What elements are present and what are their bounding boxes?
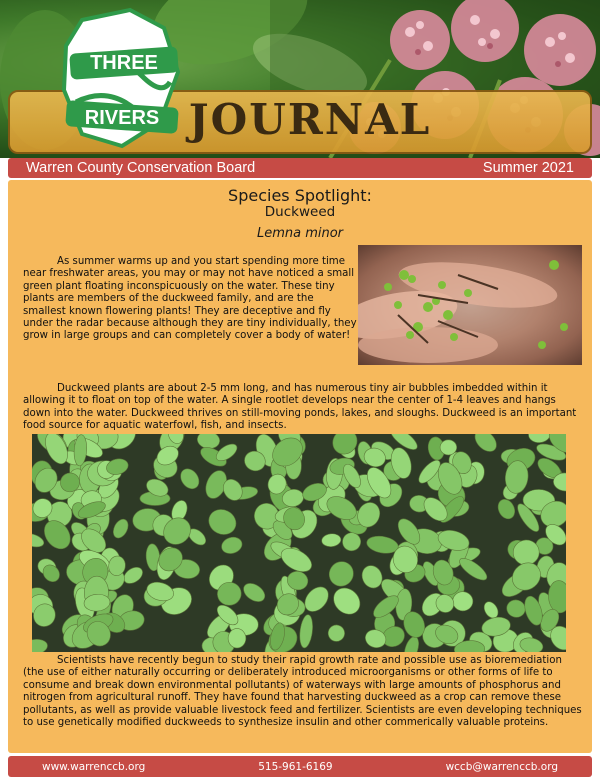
duckweed-in-hand-photo [358,245,582,365]
logo-line1: THREE [90,52,158,74]
issue-label: Summer 2021 [482,160,574,176]
section-title: Species Spotlight: [228,186,372,205]
logo-line2: RIVERS [84,107,160,129]
article-paragraph-2: Duckweed plants are about 2-5 mm long, and has numerous tiny air bubbles imbedded within it allowing it to float on top of the water. A single rootlet develops near the center of 1-4 leaves and hangs down into the water. Duckweed thrives on still-moving ponds, lakes, and sloughs. Duckweed is an important food source for aquatic waterfowl, fish, and insects. [23,383,577,432]
subheader-bar [8,158,592,178]
organization-name: Warren County Conservation Board [26,160,256,176]
article-paragraph-1: As summer warms up and you start spending more time near freshwater areas, you may or may not have noticed a small green plant floating inconspicuously on the water. These tiny plants are members of the duckweed family, and are the smallest known flowering plants! They are deceptive and fly under the radar because although they are tiny individually, they grow in large groups and can completely cover a body of water! [23,256,357,342]
article-paragraph-3: Scientists have recently begun to study their rapid growth rate and possible use as bioremediation (the use of either naturally occurring or deliberately introduced microorganisms or other forms of life to consume and break down environmental pollutants) of waterways with large amounts of phosphorus and nitrogen from agricultural runoff. They have found that harvesting duckweed as a crop can remove these pollutants, as well as provide valuable livestock feed and fertilizer. Scientists are even developing techniques to use genetically modified duckweeds to synthesize insulin and other commerically valuable proteins. [23,655,582,729]
phone-number: 515-961-6169 [258,760,333,773]
three-rivers-logo [52,6,192,156]
journal-title: JOURNAL [188,95,432,144]
article-panel [8,180,592,753]
species-scientific-name: Lemna minor [256,226,344,241]
email-link[interactable]: wccb@warrenccb.org [445,760,558,773]
footer-bar [8,756,592,777]
duckweed-closeup-photo [32,434,566,652]
website-link[interactable]: www.warrenccb.org [42,760,146,773]
masthead [0,0,600,158]
species-common-name: Duckweed [264,204,336,220]
